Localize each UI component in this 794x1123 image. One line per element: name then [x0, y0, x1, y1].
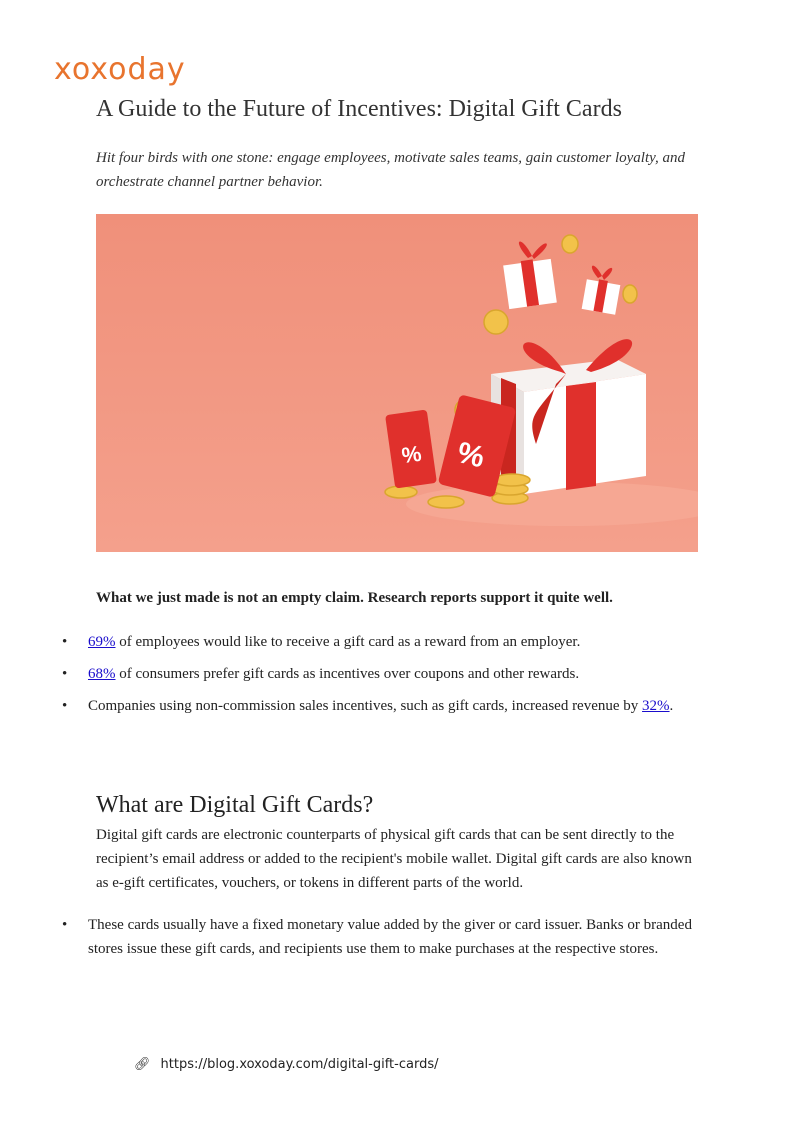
stat-link[interactable]: 32% — [642, 698, 670, 714]
page-title: A Guide to the Future of Incentives: Digital Gift Cards — [96, 96, 622, 122]
section-bullet-list — [60, 913, 700, 961]
list-item — [60, 662, 680, 686]
list-item: • These cards usually have a fixed monetary value added by the giver or card issuer. Banks or branded stores issue these gift cards, and recipients use them to make purchases at the respective stores. — [60, 913, 700, 961]
gift-illustration — [96, 214, 698, 552]
stats-list — [60, 630, 680, 726]
stat-text: of employees would like to receive a gift card as a reward from an employer. — [115, 634, 581, 650]
stat-text: of consumers prefer gift cards as incentives over coupons and other rewards. — [115, 666, 580, 682]
link-icon: 🔗︎ — [134, 1057, 151, 1072]
page-footer — [134, 1057, 438, 1072]
list-item — [60, 630, 680, 654]
stat-link[interactable]: 68% — [88, 666, 116, 682]
footer-url[interactable]: https://blog.xoxoday.com/digital-gift-cards/ — [160, 1057, 439, 1072]
svg-text:%: % — [453, 436, 488, 475]
stat-suffix: . — [669, 698, 674, 714]
page-subtitle: Hit four birds with one stone: engage employees, motivate sales teams, gain customer loyalty, and orchestrate channel partner behavior. — [96, 150, 685, 190]
xoxoday-logo: xoxoday — [54, 52, 186, 87]
svg-text:%: % — [400, 440, 423, 469]
research-claim: What we just made is not an empty claim. Research reports support it quite well. — [96, 590, 613, 606]
hero-image — [96, 214, 698, 552]
section-heading: What are Digital Gift Cards? — [96, 792, 374, 818]
list-item — [60, 694, 680, 718]
stat-link[interactable]: 69% — [88, 634, 116, 650]
stat-text: Companies using non-commission sales incentives, such as gift cards, increased revenue by — [88, 698, 643, 714]
section-body: Digital gift cards are electronic counterparts of physical gift cards that can be sent directly to the recipient’s email address or added to the recipient's mobile wallet. Digital gift cards are also known as e-gift certificates, vouchers, or tokens in different parts of the world. — [96, 827, 692, 891]
